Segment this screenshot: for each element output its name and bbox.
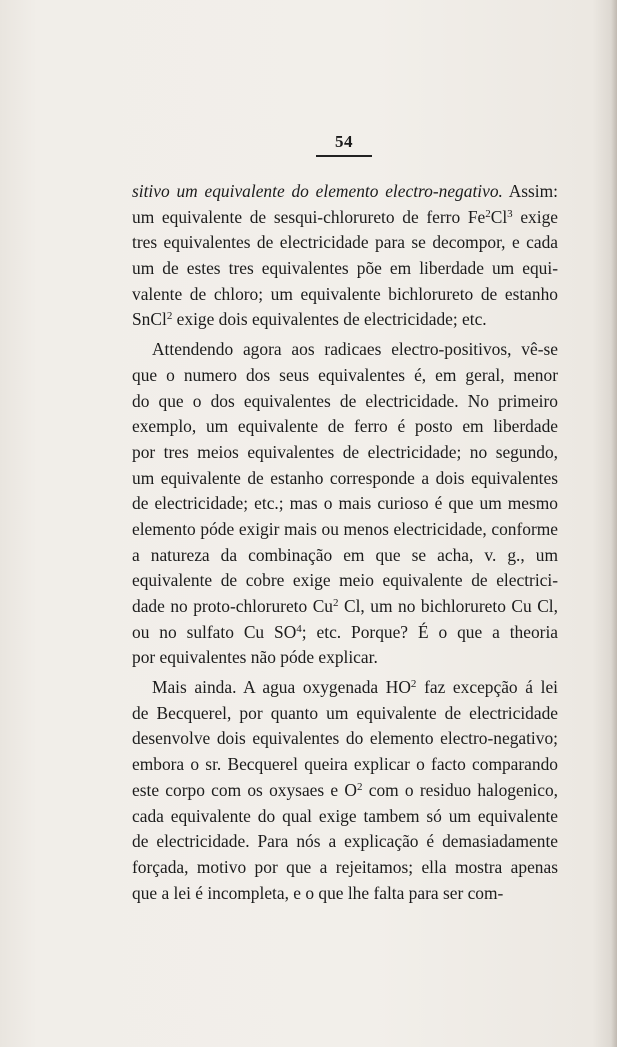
- text-segment: por tres meios equivalentes de electricidade; no segundo,: [132, 441, 558, 462]
- page-number: 54: [335, 132, 353, 151]
- text-line: [132, 829, 558, 855]
- text-segment: tres equivalentes de electricidade para se decompor, e cada: [132, 232, 558, 253]
- text-line: [132, 491, 558, 517]
- text-segment: um equivalente de sesqui-chlorureto de ferro Fe: [132, 206, 486, 227]
- text-segment: que a lei é incompleta, e o que lhe falta para ser com-: [132, 882, 504, 903]
- text-line: [132, 337, 558, 363]
- text-line: [132, 282, 558, 308]
- text-segment: elemento póde exigir mais ou menos electricidade, conforme: [132, 518, 558, 539]
- text-line: [132, 881, 558, 907]
- text-segment: este corpo com os oxysaes e O: [132, 779, 357, 800]
- text-segment: Cl: [490, 206, 508, 227]
- text-segment: exemplo, um equivalente de ferro é posto em liberdade: [132, 416, 558, 437]
- text-line: [132, 594, 558, 620]
- page-edge-shadow: [611, 0, 617, 1047]
- italic-text: sitivo um equivalente do elemento electro-negativo.: [132, 181, 503, 201]
- text-segment: valente de chloro; um equivalente bichlorureto de estanho: [132, 283, 558, 304]
- text-segment: desenvolve dois equivalentes do elemento electro-negativo;: [132, 728, 558, 749]
- text-line: [132, 466, 558, 492]
- text-line: [132, 752, 558, 778]
- superscript: 2: [166, 310, 173, 323]
- text-segment: Assim:: [502, 181, 558, 201]
- text-segment: de Becquerel, por quanto um equivalente de electricidade: [132, 702, 558, 723]
- text-segment: com o residuo halogenico,: [362, 779, 558, 800]
- text-line: [132, 230, 558, 256]
- text-segment: SnCl: [132, 309, 167, 330]
- text-segment: de electricidade; etc.; mas o mais curioso é que um mesmo: [132, 493, 558, 514]
- text-segment: de electricidade. Para nós a explicação é demasiadamente: [132, 831, 558, 852]
- text-line: [132, 363, 558, 389]
- text-line: [132, 205, 558, 231]
- paragraph: [132, 337, 558, 671]
- text-line: [132, 414, 558, 440]
- text-line: [132, 855, 558, 881]
- superscript: 2: [333, 597, 339, 609]
- text-segment: dade no proto-chlorureto Cu: [132, 596, 333, 616]
- text-line: [132, 389, 558, 415]
- text-line: [132, 675, 558, 701]
- text-line: [132, 256, 558, 282]
- text-line: [132, 517, 558, 543]
- text-line: [132, 804, 558, 830]
- superscript: 4: [296, 622, 302, 635]
- text-segment: um equivalente de estanho corresponde a dois equivalentes: [132, 467, 558, 488]
- body-text: [132, 179, 558, 906]
- text-segment: faz excepção á lei: [416, 677, 558, 698]
- text-line: [132, 620, 558, 646]
- page-number-rule: [316, 155, 372, 157]
- text-segment: Mais ainda. A agua oxygenada HO: [152, 677, 411, 698]
- text-line: [132, 645, 558, 671]
- text-segment: equivalente de cobre exige meio equivalente de electrici-: [132, 570, 558, 591]
- text-line: [132, 726, 558, 752]
- text-segment: embora o sr. Becquerel queira explicar o facto comparando: [132, 754, 558, 775]
- text-segment: Cl, um no bichlorureto Cu Cl,: [338, 596, 558, 616]
- text-segment: exige dois equivalentes de electricidade; etc.: [172, 309, 487, 330]
- superscript: 2: [485, 207, 491, 220]
- text-segment: um de estes tres equivalentes põe em liberdade um equi-: [132, 258, 558, 279]
- paragraph: [132, 675, 558, 906]
- text-segment: do que o dos equivalentes de electricidade. No primeiro: [132, 390, 558, 411]
- text-line: [132, 568, 558, 594]
- text-line: [132, 778, 558, 804]
- superscript: 2: [356, 780, 363, 793]
- text-segment: ; etc. Porque? É o que a theoria: [301, 621, 558, 642]
- text-segment: exige: [512, 206, 558, 227]
- text-segment: que o numero dos seus equivalentes é, em geral, menor: [132, 364, 558, 385]
- text-line: [132, 543, 558, 569]
- text-segment: por equivalentes não póde explicar.: [132, 647, 378, 668]
- text-line: [132, 440, 558, 466]
- text-line: [132, 307, 558, 333]
- text-line: [132, 179, 558, 205]
- text-segment: Attendendo agora aos radicaes electro-positivos, vê-se: [152, 339, 558, 360]
- text-segment: ou no sulfato Cu SO: [132, 621, 297, 642]
- paragraph: [132, 179, 558, 333]
- text-segment: forçada, motivo por que a rejeitamos; ella mostra apenas: [132, 856, 558, 877]
- text-segment: a natureza da combinação em que se acha, v. g., um: [132, 544, 558, 565]
- text-line: [132, 701, 558, 727]
- text-segment: cada equivalente do qual exige tambem só um equivalente: [132, 805, 558, 826]
- superscript: 3: [507, 207, 513, 220]
- superscript: 2: [410, 678, 417, 691]
